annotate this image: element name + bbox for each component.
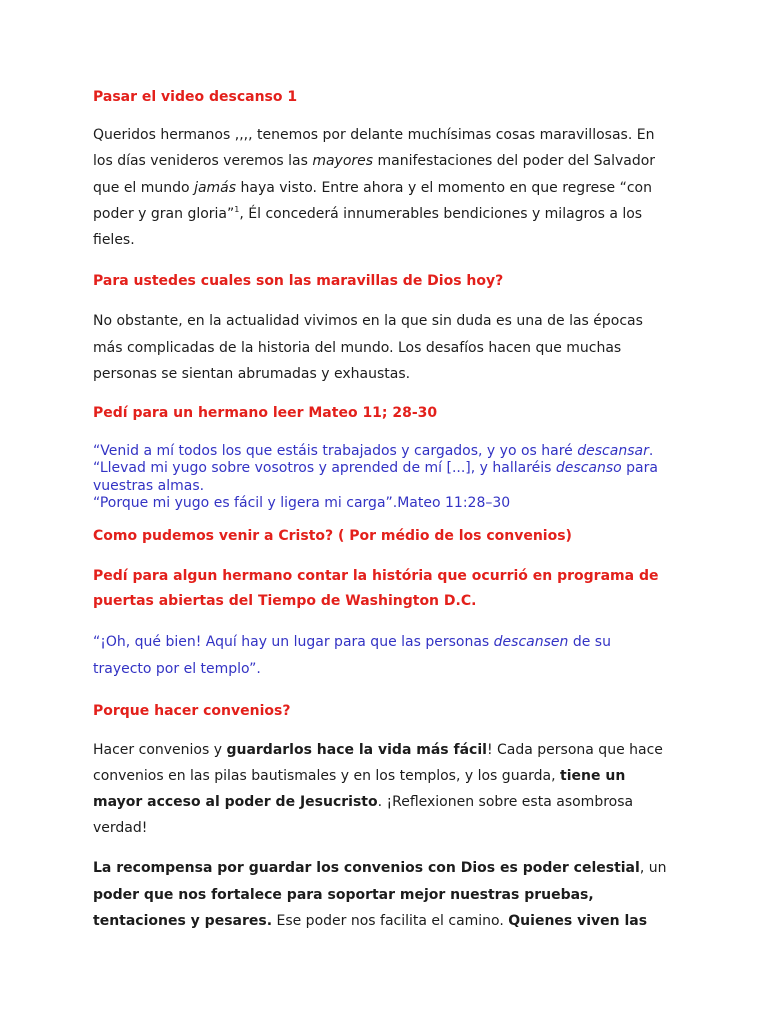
text-run: manifestaciones del poder del Salvador <box>373 153 656 170</box>
reward-paragraph <box>93 855 666 935</box>
text-run: “Venid a mí todos los que estáis trabajados y cargados, y yo os haré <box>93 443 578 459</box>
italic-emphasis: descansar <box>577 443 649 459</box>
section-heading-why-covenants: Porque hacer convenios? <box>93 703 291 719</box>
text-line <box>93 789 663 815</box>
covenants-paragraph <box>93 737 663 841</box>
text-line <box>93 855 666 882</box>
text-run: haya visto. Entre ahora y el momento en que regrese “con <box>236 179 652 196</box>
text-run: que el mundo <box>93 179 195 196</box>
text-run: “¡Oh, qué bien! Aquí hay un lugar para que las personas <box>93 634 494 650</box>
italic-emphasis: descansen <box>493 634 569 650</box>
text-line: más complicadas de la historia del mundo. Los desafíos hacen que muchas <box>93 339 622 356</box>
text-run: “Llevad mi yugo sobre vosotros y aprended de mí [...], y hallaréis <box>93 460 556 477</box>
section-heading-story <box>93 564 658 614</box>
text-run: los días venideros veremos las <box>93 153 313 170</box>
section-heading-come-to-christ: Como pudemos venir a Cristo? ( Por médio de los convenios) <box>93 528 572 544</box>
text-run: ! Cada persona que hace <box>486 742 663 758</box>
text-line: Queridos hermanos ,,,, tenemos por delante muchísimas cosas maravillosas. En <box>93 127 655 143</box>
bold-emphasis: tentaciones y pesares. <box>93 913 273 929</box>
text-line: personas se sientan abrumadas y exhaustas. <box>93 366 411 382</box>
section-heading-wonders: Para ustedes cuales son las maravillas de Dios hoy? <box>93 273 504 289</box>
text-run: poder y gran gloria” <box>93 205 235 222</box>
italic-emphasis: descanso <box>555 460 622 477</box>
text-line: vuestras almas. <box>93 477 205 494</box>
text-run: , Él concederá innumerables bendiciones y milagros a los <box>239 205 643 222</box>
text-line <box>93 460 658 477</box>
text-line <box>93 443 658 460</box>
text-run: . <box>648 443 654 459</box>
text-line <box>93 763 663 789</box>
bold-emphasis-line: poder que nos fortalece para soportar mejor nuestras pruebas, <box>93 886 594 903</box>
text-line: verdad! <box>93 820 148 836</box>
text-line <box>93 737 663 763</box>
text-line: trayecto por el templo”. <box>93 660 261 677</box>
text-run: Ese poder nos facilita el camino. <box>272 913 509 929</box>
heading-line: Pedí para algun hermano contar la história que ocurrió en programa de <box>93 568 659 584</box>
section-heading-reading: Pedí para un hermano leer Mateo 11; 28-30 <box>93 405 438 421</box>
italic-emphasis: jamás <box>194 179 237 196</box>
scripture-citation-line: “Porque mi yugo es fácil y ligera mi carga”.Mateo 11:28–30 <box>93 494 511 511</box>
text-line <box>93 148 655 174</box>
text-run: convenios en las pilas bautismales y en los templos, y los guarda, <box>93 768 561 784</box>
intro-paragraph <box>93 122 655 253</box>
text-run: de su <box>568 634 611 650</box>
temple-quote <box>93 629 611 682</box>
footnote-reference: 1 <box>234 204 240 214</box>
text-run: , un <box>639 860 667 876</box>
text-line <box>93 908 666 935</box>
bold-emphasis: mayor acceso al poder de Jesucristo <box>93 794 378 810</box>
text-line: fieles. <box>93 232 135 249</box>
text-run: para <box>621 460 658 477</box>
text-run: . ¡Reflexionen sobre esta asombrosa <box>377 794 634 810</box>
text-line <box>93 175 655 201</box>
challenges-paragraph <box>93 308 643 388</box>
bold-emphasis: guardarlos hace la vida más fácil <box>226 742 487 758</box>
bold-emphasis: Quienes viven las <box>508 913 648 929</box>
italic-emphasis: mayores <box>312 153 374 170</box>
bold-emphasis: La recompensa por guardar los convenios con Dios es poder celestial <box>93 860 640 876</box>
text-run: Hacer convenios y <box>93 742 227 758</box>
bold-emphasis: tiene un <box>560 768 626 784</box>
text-line <box>93 201 655 227</box>
text-line: No obstante, en la actualidad vivimos en la que sin duda es una de las épocas <box>93 313 643 329</box>
heading-line: puertas abiertas del Tiempo de Washington D.C. <box>93 593 477 609</box>
section-heading-video: Pasar el video descanso 1 <box>93 89 298 105</box>
text-line <box>93 629 611 656</box>
scripture-quote <box>93 443 658 512</box>
